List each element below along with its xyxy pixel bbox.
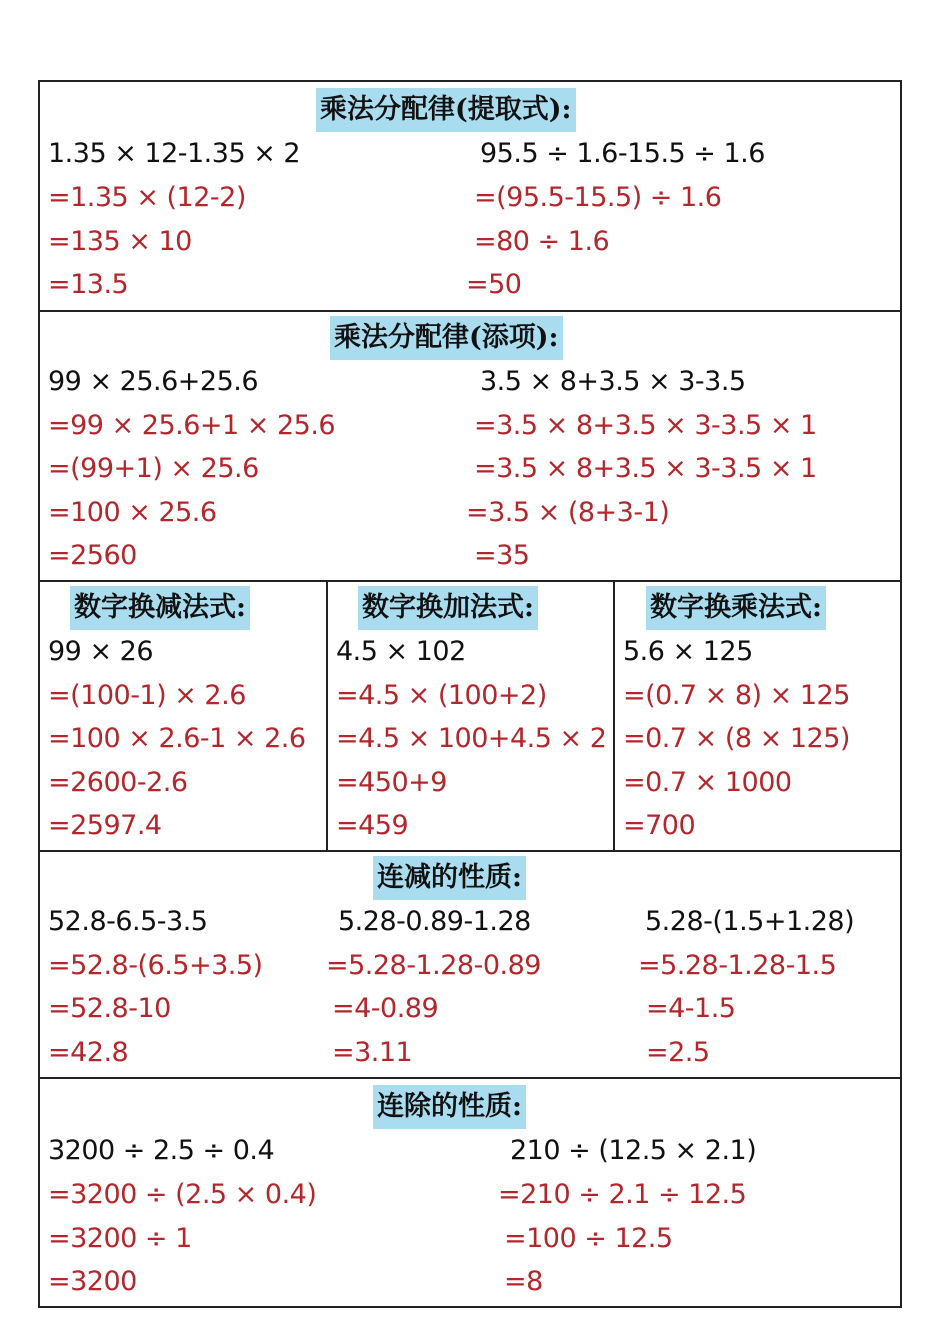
solution-step: =100 ÷ 12.5 <box>504 1223 673 1254</box>
solution-step: =0.7 × 1000 <box>623 767 792 798</box>
solution-step: =450+9 <box>336 767 447 798</box>
column-title: 数字换减法式: <box>70 586 250 630</box>
solution-step: =50 <box>466 269 522 300</box>
solution-step: =700 <box>623 810 696 841</box>
problem-question: 5.6 × 125 <box>623 636 753 667</box>
solution-step: =4.5 × (100+2) <box>336 680 547 711</box>
solution-step: =1.35 × (12-2) <box>48 182 246 213</box>
solution-step: =4.5 × 100+4.5 × 2 <box>336 723 607 754</box>
column-title: 数字换乘法式: <box>646 586 826 630</box>
section-number-conversion <box>40 582 900 852</box>
solution-step: =0.7 × (8 × 125) <box>623 723 850 754</box>
solution-step: =4-0.89 <box>332 993 439 1024</box>
solution-step: =(0.7 × 8) × 125 <box>623 680 850 711</box>
solution-step: =4-1.5 <box>646 993 736 1024</box>
solution-step: =42.8 <box>48 1037 129 1068</box>
solution-step: =5.28-1.28-0.89 <box>326 950 541 981</box>
column-divider <box>326 582 328 850</box>
solution-step: =459 <box>336 810 409 841</box>
solution-step: =3.5 × 8+3.5 × 3-3.5 × 1 <box>474 453 817 484</box>
column-title: 数字换加法式: <box>358 586 538 630</box>
problem-question: 99 × 25.6+25.6 <box>48 366 259 397</box>
solution-step: =135 × 10 <box>48 226 192 257</box>
problem-question: 1.35 × 12-1.35 × 2 <box>48 138 301 169</box>
solution-step: =3200 ÷ (2.5 × 0.4) <box>48 1179 317 1210</box>
solution-step: =13.5 <box>48 269 129 300</box>
solution-step: =100 × 25.6 <box>48 497 217 528</box>
solution-step: =2.5 <box>646 1037 710 1068</box>
solution-step: =8 <box>504 1266 543 1297</box>
solution-step: =2560 <box>48 540 137 571</box>
solution-step: =3200 ÷ 1 <box>48 1223 192 1254</box>
problem-question: 4.5 × 102 <box>336 636 466 667</box>
problem-question: 3.5 × 8+3.5 × 3-3.5 <box>480 366 746 397</box>
section-consecutive-division <box>40 1079 900 1308</box>
problem-question: 5.28-(1.5+1.28) <box>645 906 855 937</box>
problem-question: 95.5 ÷ 1.6-15.5 ÷ 1.6 <box>480 138 765 169</box>
section-distributive-add-term <box>40 312 900 582</box>
problem-question: 52.8-6.5-3.5 <box>48 906 208 937</box>
worksheet <box>38 80 902 1308</box>
solution-step: =5.28-1.28-1.5 <box>638 950 837 981</box>
solution-step: =3.11 <box>332 1037 413 1068</box>
section-title: 乘法分配律(添项): <box>330 316 563 360</box>
problem-question: 3200 ÷ 2.5 ÷ 0.4 <box>48 1135 275 1166</box>
solution-step: =210 ÷ 2.1 ÷ 12.5 <box>498 1179 747 1210</box>
problem-question: 99 × 26 <box>48 636 154 667</box>
solution-step: =3.5 × (8+3-1) <box>466 497 670 528</box>
solution-step: =2600-2.6 <box>48 767 188 798</box>
solution-step: =3200 <box>48 1266 137 1297</box>
solution-step: =52.8-(6.5+3.5) <box>48 950 263 981</box>
solution-step: =100 × 2.6-1 × 2.6 <box>48 723 306 754</box>
section-distributive-extract <box>40 82 900 312</box>
solution-step: =52.8-10 <box>48 993 171 1024</box>
solution-step: =80 ÷ 1.6 <box>474 226 610 257</box>
solution-step: =35 <box>474 540 530 571</box>
column-divider <box>613 582 615 850</box>
solution-step: =(95.5-15.5) ÷ 1.6 <box>474 182 722 213</box>
solution-step: =2597.4 <box>48 810 162 841</box>
solution-step: =3.5 × 8+3.5 × 3-3.5 × 1 <box>474 410 817 441</box>
solution-step: =(100-1) × 2.6 <box>48 680 246 711</box>
section-title: 乘法分配律(提取式): <box>316 88 576 132</box>
solution-step: =(99+1) × 25.6 <box>48 453 259 484</box>
problem-question: 210 ÷ (12.5 × 2.1) <box>510 1135 757 1166</box>
section-consecutive-subtraction <box>40 852 900 1079</box>
section-title: 连减的性质: <box>373 856 526 900</box>
section-title: 连除的性质: <box>373 1085 526 1129</box>
solution-step: =99 × 25.6+1 × 25.6 <box>48 410 336 441</box>
problem-question: 5.28-0.89-1.28 <box>338 906 531 937</box>
